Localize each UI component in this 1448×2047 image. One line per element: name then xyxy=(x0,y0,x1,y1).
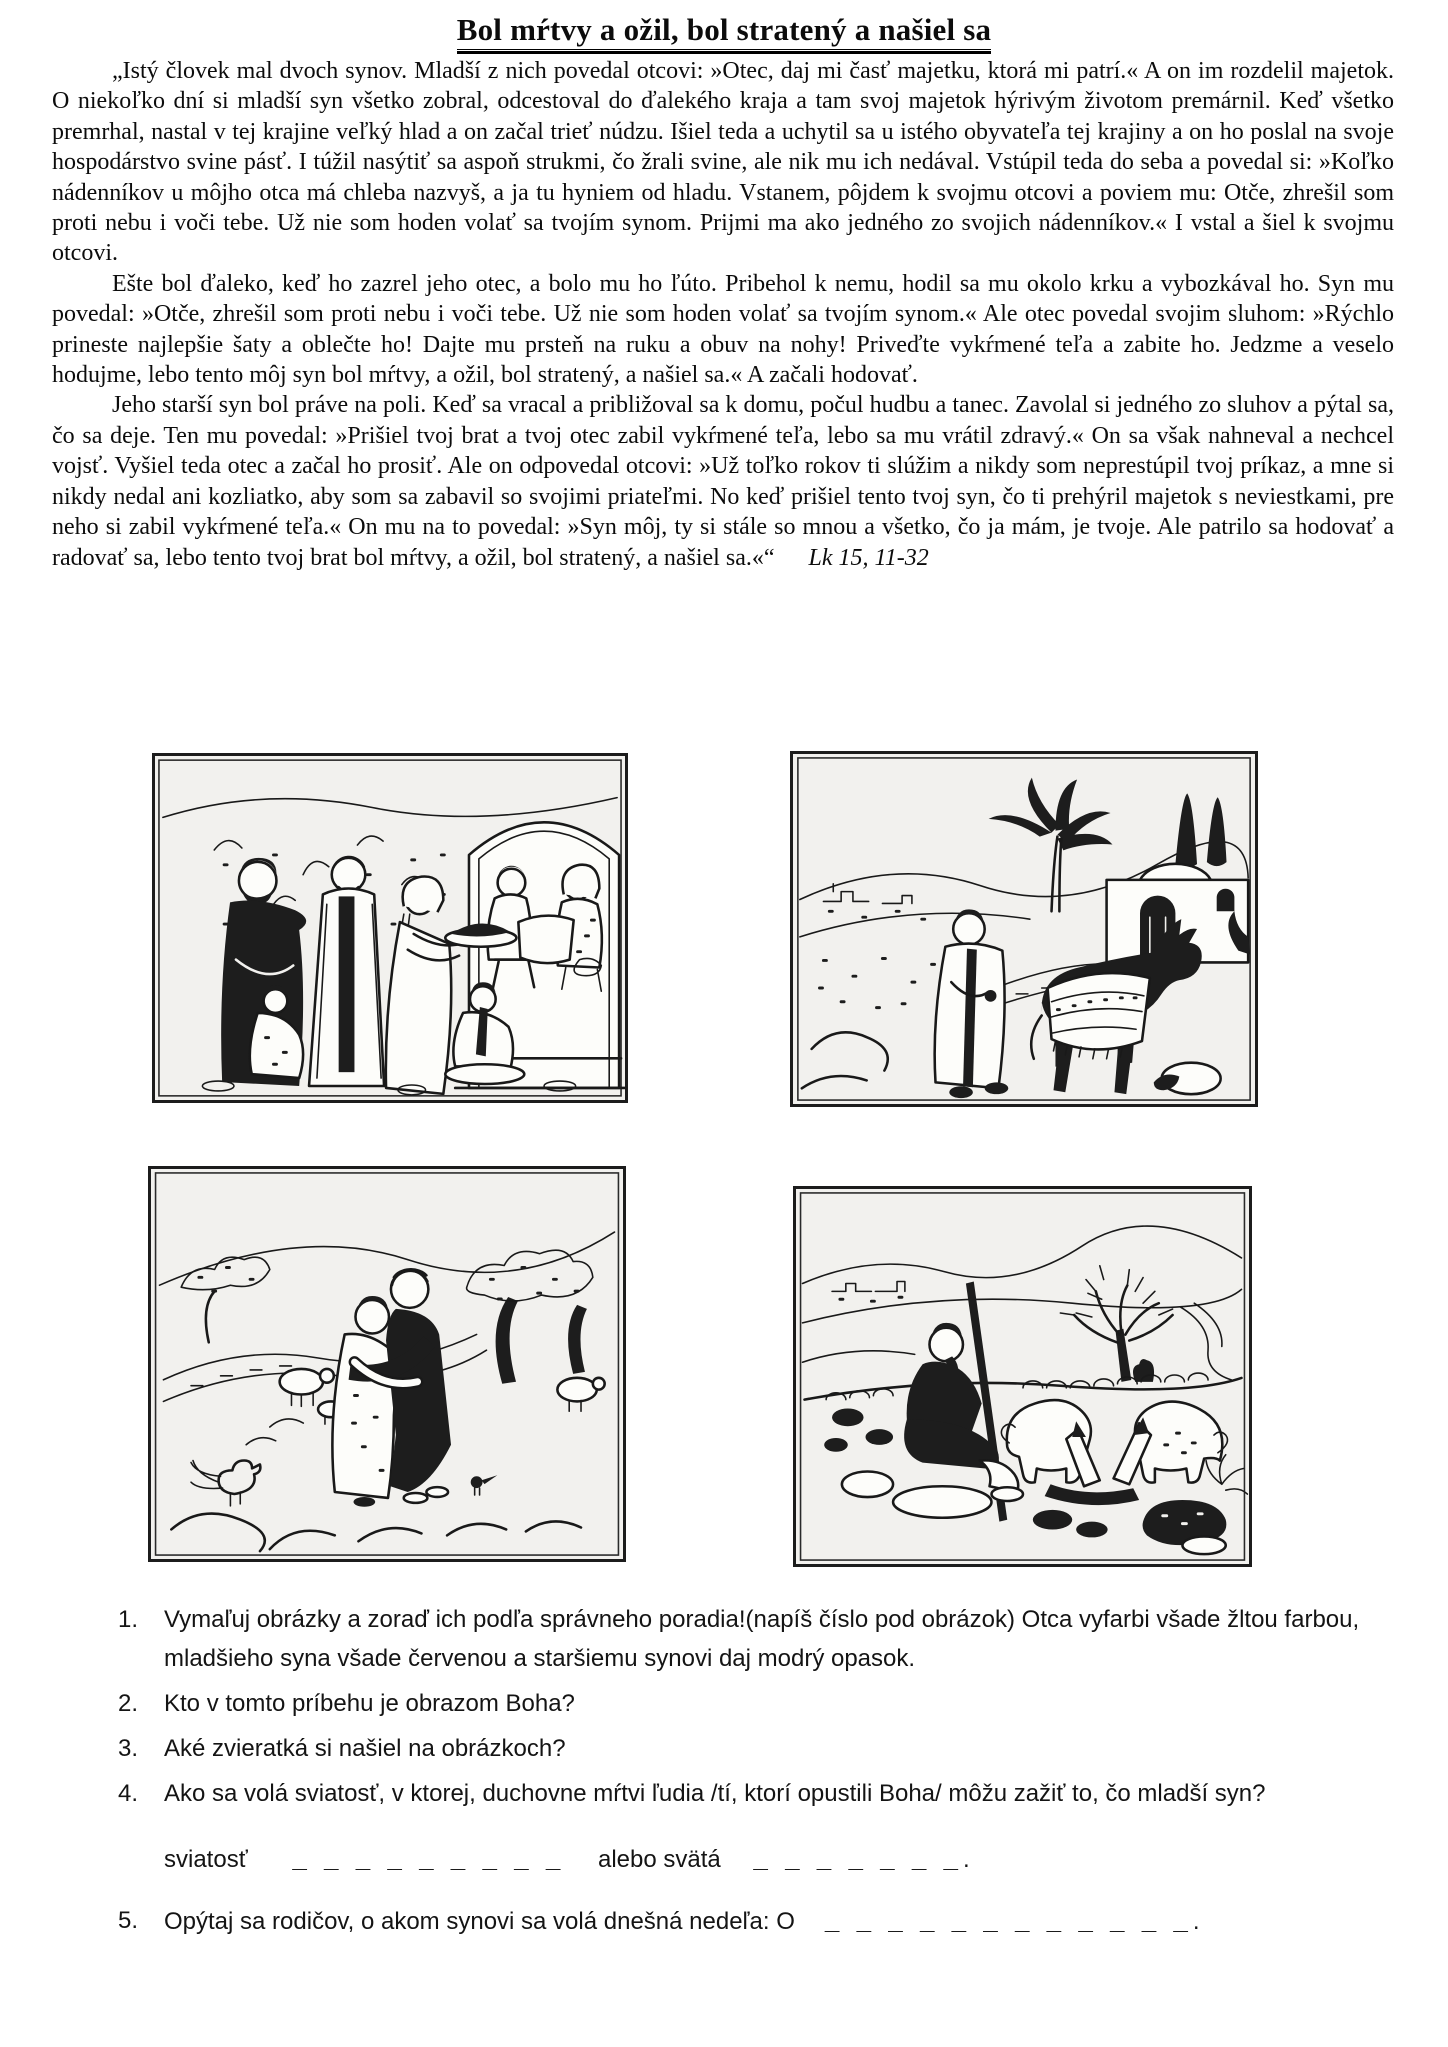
question-5-prompt: Opýtaj sa rodičov, o akom synovi sa volá dnešná nedeľa: O xyxy=(164,1908,795,1935)
question-1 xyxy=(118,1600,1396,1678)
question-5-text xyxy=(164,1901,1396,1941)
question-5-number: 5. xyxy=(118,1907,139,1934)
paragraph-3 xyxy=(52,390,1394,572)
question-2 xyxy=(118,1684,1396,1723)
fill-in-blank-3: _ _ _ _ _ _ _ _ _ _ _ _ xyxy=(824,1905,1193,1935)
question-4-number: 4. xyxy=(118,1780,139,1807)
fill-in-blank-1: _ _ _ _ _ _ _ _ _ xyxy=(292,1843,566,1873)
illustration-departure-scene xyxy=(790,751,1258,1107)
fill-in-label-alebo-svata: alebo svätá xyxy=(597,1846,721,1873)
pigs-scene-image xyxy=(796,1189,1249,1564)
page-title-wrap xyxy=(0,12,1448,54)
question-3 xyxy=(118,1729,1396,1768)
paragraph-1: „Istý človek mal dvoch synov. Mladší z nich povedal otcovi: »Otec, daj mi časť majetku, ktorá mi patrí.« A on im rozdelil majetok. O niekoľko dní si mladší syn všetko zobral, odcestoval do ďalekého kraja a tam svoj majetok hýrivým životom premárnil. Keď všetko premrhal, nastal v tej krajine veľký hlad a on začal trieť núdzu. Išiel teda a uchytil sa u istého obyvateľa tej krajiny a on ho poslal na svoje hospodárstvo svine pásť. I túžil nasýtiť sa aspoň strukmi, čo žrali svine, ale nik mu ich nedával. Vstúpil teda do seba a povedal si: »Koľko nádenníkov u môjho otca má chleba nazvyš, a ja tu hyniem od hladu. Vstanem, pôjdem k svojmu otcovi a poviem mu: Otče, zhrešil som proti nebu i voči tebe. Už nie som hoden volať sa tvojím synom. Prijmi ma ako jedného zo svojich nádenníkov.« I vstal a šiel k svojmu otcovi. xyxy=(52,58,1394,267)
illustration-feast-scene xyxy=(152,753,628,1103)
feast-scene-image xyxy=(155,756,625,1100)
fill-in-period-2: . xyxy=(1192,1908,1200,1935)
question-2-text: Kto v tomto príbehu je obrazom Boha? xyxy=(164,1690,575,1717)
bible-citation: Lk 15, 11-32 xyxy=(808,544,929,571)
question-4-text: Ako sa volá sviatosť, v ktorej, duchovne mŕtvi ľudia /tí, ktorí opustili Boha/ môžu zažiť to, čo mladší syn? xyxy=(164,1780,1266,1807)
question-4 xyxy=(118,1774,1396,1813)
illustration-reunion-scene xyxy=(148,1166,626,1562)
fill-in-label-sviatost: sviatosť xyxy=(164,1846,248,1873)
question-5 xyxy=(118,1901,1396,1941)
question-3-number: 3. xyxy=(118,1735,139,1762)
page-title: Bol mŕtvy a ožil, bol stratený a našiel sa xyxy=(457,12,992,54)
fill-in-blank-2: _ _ _ _ _ _ _ xyxy=(753,1843,963,1873)
reunion-scene-image xyxy=(151,1169,623,1559)
illustration-pigs-scene xyxy=(793,1186,1252,1567)
question-1-text: Vymaľuj obrázky a zoraď ich podľa správneho poradia!(napíš číslo pod obrázok) Otca vyfarbi všade žltou farbou, mladšieho syna všade červenou a staršiemu synovi daj modrý opasok. xyxy=(164,1606,1360,1672)
fill-in-line xyxy=(164,1839,1396,1879)
questions-section xyxy=(118,1600,1396,1947)
question-2-number: 2. xyxy=(118,1690,139,1717)
question-1-number: 1. xyxy=(118,1606,139,1633)
fill-in-period: . xyxy=(962,1846,970,1873)
paragraph-3-text: Jeho starší syn bol práve na poli. Keď sa vracal a približoval sa k domu, počul hudbu a tanec. Zavolal si jedného zo sluhov a pýtal sa, čo sa deje. Ten mu povedal: »Prišiel tvoj brat a tvoj otec zabil vykŕmené teľa, lebo sa mu vrátil zdravý.« On sa však nahneval a nechcel vojsť. Vyšiel teda otec a začal ho prosiť. Ale on odpovedal otcovi: »Už toľko rokov ti slúžim a nikdy som neprestúpil tvoj príkaz, a mne si nikdy nedal ani kozliatko, aby som sa zabavil so svojimi priateľmi. No keď prišiel tento tvoj syn, čo ti prehýril majetok s neviestkami, pre neho si zabil vykŕmené teľa.« On mu na to povedal: »Syn môj, ty si stále so mnou a všetko, čo ja mám, je tvoje. Ale patrilo sa hodovať a radovať sa, lebo tento tvoj brat bol mŕtvy, a ožil, bol stratený, a našiel sa.«“ xyxy=(52,392,1394,571)
question-3-text: Aké zvieratká si našiel na obrázkoch? xyxy=(164,1735,566,1762)
departure-scene-image xyxy=(793,754,1255,1104)
paragraph-2: Ešte bol ďaleko, keď ho zazrel jeho otec, a bolo mu ho ľúto. Pribehol k nemu, hodil sa mu okolo krku a vybozkával ho. Syn mu povedal: »Otče, zhrešil som proti nebu i voči tebe. Už nie som hoden volať sa tvojím synom.« Ale otec povedal svojim sluhom: »Rýchlo prineste najlepšie šaty a oblečte ho! Dajte mu prsteň na ruku a obuv na nohy! Priveďte vykŕmené teľa a zabite ho. Jedzme a veselo hodujme, lebo tento môj syn bol mŕtvy, a ožil, bol stratený, a našiel sa.« A začali hodovať. xyxy=(52,270,1394,389)
parable-text xyxy=(52,56,1394,573)
